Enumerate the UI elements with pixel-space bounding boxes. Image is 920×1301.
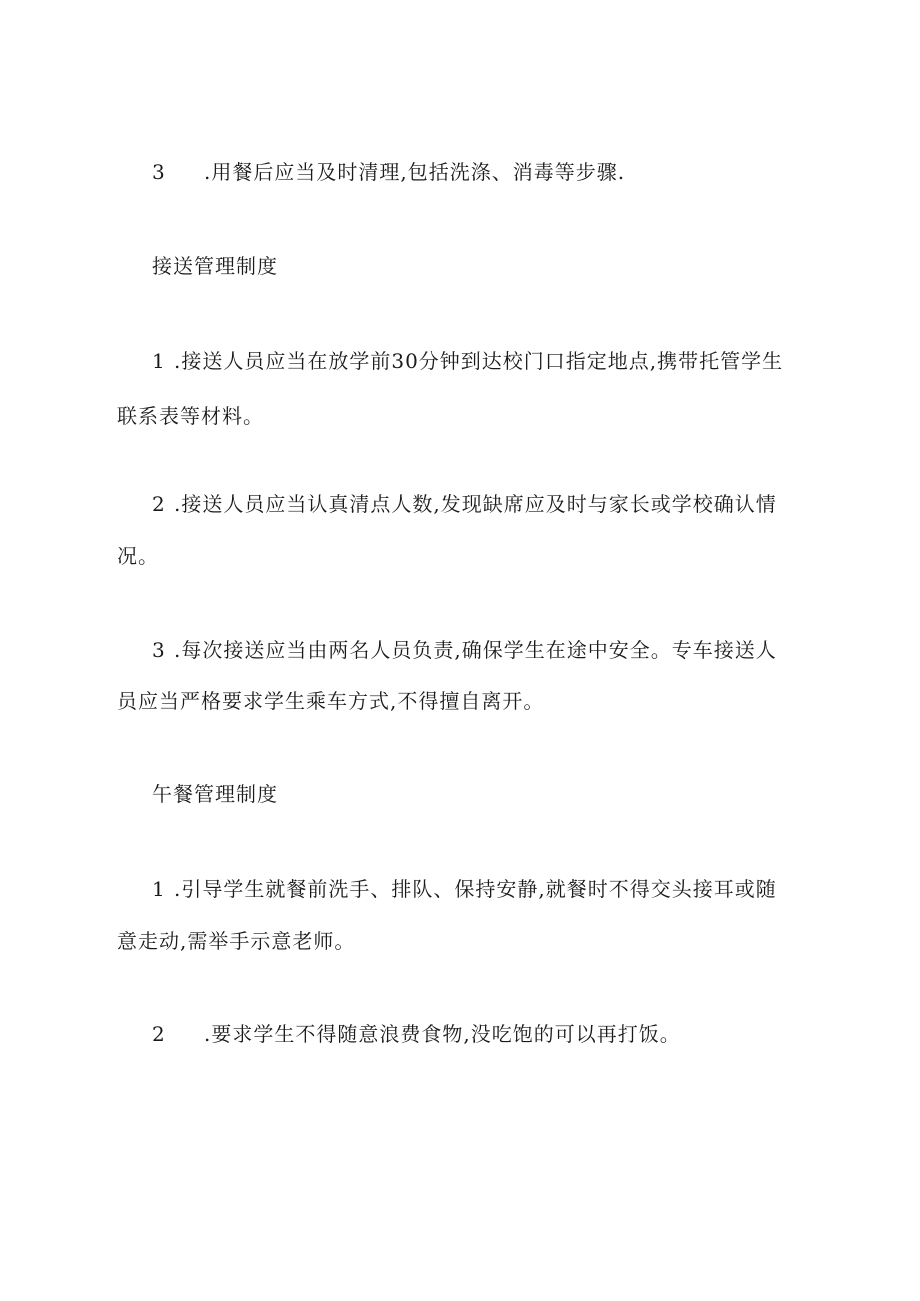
item-number: 2 — [152, 492, 166, 516]
paragraph-pickup-1-line1 — [152, 351, 783, 371]
paragraph-pickup-1-line2: 联系表等材料。 — [117, 404, 264, 428]
paragraph-text: .用餐后应当及时清理,包括洗涤、消毒等步骤. — [204, 160, 626, 184]
paragraph-text: .要求学生不得随意浪费食物,没吃饱的可以再打饭。 — [204, 1022, 681, 1046]
paragraph-lunch-2 — [152, 1024, 681, 1044]
item-number: 1 — [152, 877, 166, 901]
item-number: 2 — [152, 1022, 166, 1046]
item-number: 3 — [152, 160, 166, 184]
item-number: 3 — [152, 638, 166, 662]
paragraph-text: .接送人员应当在放学前30分钟到达校门口指定地点,携带托管学生 — [174, 349, 784, 373]
paragraph-text: .引导学生就餐前洗手、排队、保持安静,就餐时不得交头接耳或随 — [174, 877, 777, 901]
paragraph-pickup-3-line1 — [152, 640, 777, 660]
paragraph-lunch-1-line1 — [152, 879, 777, 899]
paragraph-text: .接送人员应当认真清点人数,发现缺席应及时与家长或学校确认情 — [174, 492, 777, 516]
paragraph-lunch-1-line2: 意走动,需举手示意老师。 — [117, 929, 356, 953]
paragraph-text: .每次接送应当由两名人员负责,确保学生在途中安全。专车接送人 — [174, 638, 777, 662]
paragraph-pickup-2-line2: 况。 — [117, 544, 159, 568]
section-heading-lunch: 午餐管理制度 — [152, 782, 278, 806]
paragraph-pickup-2-line1 — [152, 494, 777, 514]
paragraph-meal-cleanup — [152, 162, 625, 182]
section-heading-pickup: 接送管理制度 — [152, 254, 278, 278]
paragraph-pickup-3-line2: 员应当严格要求学生乘车方式,不得擅自离开。 — [117, 689, 545, 713]
item-number: 1 — [152, 349, 166, 373]
